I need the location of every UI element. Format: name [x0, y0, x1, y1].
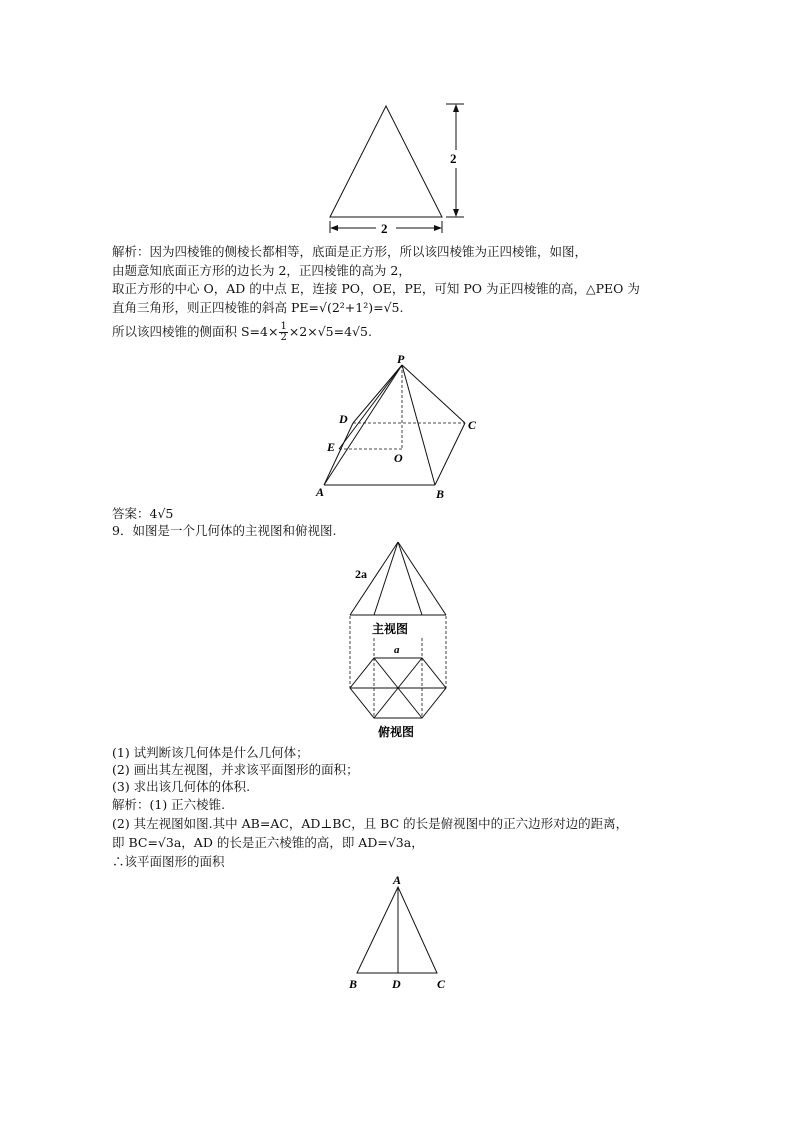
base-label: 2 — [381, 221, 388, 236]
vertex-b-label: B — [436, 487, 445, 501]
answer1: 答案：4√5 — [112, 506, 174, 521]
vertex-c-label: C — [437, 977, 446, 991]
vertex-d-label: D — [339, 412, 348, 426]
solution2-line3: 即 BC=√3a，AD 的长是正六棱锥的高，即 AD=√3a， — [112, 835, 424, 850]
vertex-a-label: A — [393, 873, 402, 887]
front-view-edge-label: 2a — [355, 567, 367, 581]
height-label: 2 — [450, 151, 457, 166]
solution1-line4: 直角三角形，则正四棱锥的斜高 PE=√(2²+1²)=√5. — [112, 300, 404, 315]
point-e-label: E — [327, 440, 336, 454]
solution2-line4: ∴该平面图形的面积 — [112, 854, 225, 869]
figure-pyramid — [310, 350, 490, 502]
figure-views — [340, 538, 460, 744]
figure-triangle-front — [318, 98, 478, 238]
question9-item-3: (3) 求出该几何体的体积. — [112, 779, 251, 794]
vertex-b-label: B — [349, 977, 358, 991]
vertex-p-label: P — [397, 352, 405, 366]
solution2-line1: 解析：(1) 正六棱锥. — [112, 797, 226, 812]
figure-left-view — [340, 870, 460, 994]
point-o-label: O — [394, 451, 403, 465]
solution1-line2: 由题意知底面正方形的边长为 2，正四棱锥的高为 2， — [112, 263, 411, 278]
point-d-label: D — [392, 977, 401, 991]
top-view-caption: 俯视图 — [378, 725, 415, 739]
fraction-numerator: 1 — [280, 321, 287, 332]
vertex-c-label: C — [468, 418, 477, 432]
lateral-area-prefix: 所以该四棱锥的侧面积 S=4× — [112, 324, 279, 339]
solution2-line2: (2) 其左视图如图.其中 AB=AC，AD⊥BC，且 BC 的长是俯视图中的正六边形对边的距离， — [112, 816, 629, 831]
front-view-caption: 主视图 — [372, 622, 409, 636]
fraction-half — [279, 322, 287, 343]
question9-stem: 9．如图是一个几何体的主视图和俯视图. — [112, 523, 337, 538]
question9-item-2: (2) 画出其左视图，并求该平面图形的面积； — [112, 762, 359, 777]
solution1-line1: 解析：因为四棱锥的侧棱长都相等，底面是正方形，所以该四棱锥为正四棱锥，如图， — [112, 244, 588, 259]
lateral-area-suffix: ×2×√5=4√5. — [288, 324, 372, 339]
question9-item-1: (1) 试判断该几何体是什么几何体； — [112, 745, 309, 760]
solution1-line3: 取正方形的中心 O，AD 的中点 E，连接 PO，OE，PE，可知 PO 为正四棱锥的高，△PEO 为 — [112, 281, 640, 296]
fraction-denominator: 2 — [280, 332, 287, 343]
solution1-line5 — [112, 322, 372, 343]
vertex-a-label: A — [316, 485, 325, 499]
top-view-edge-label: a — [394, 644, 400, 656]
